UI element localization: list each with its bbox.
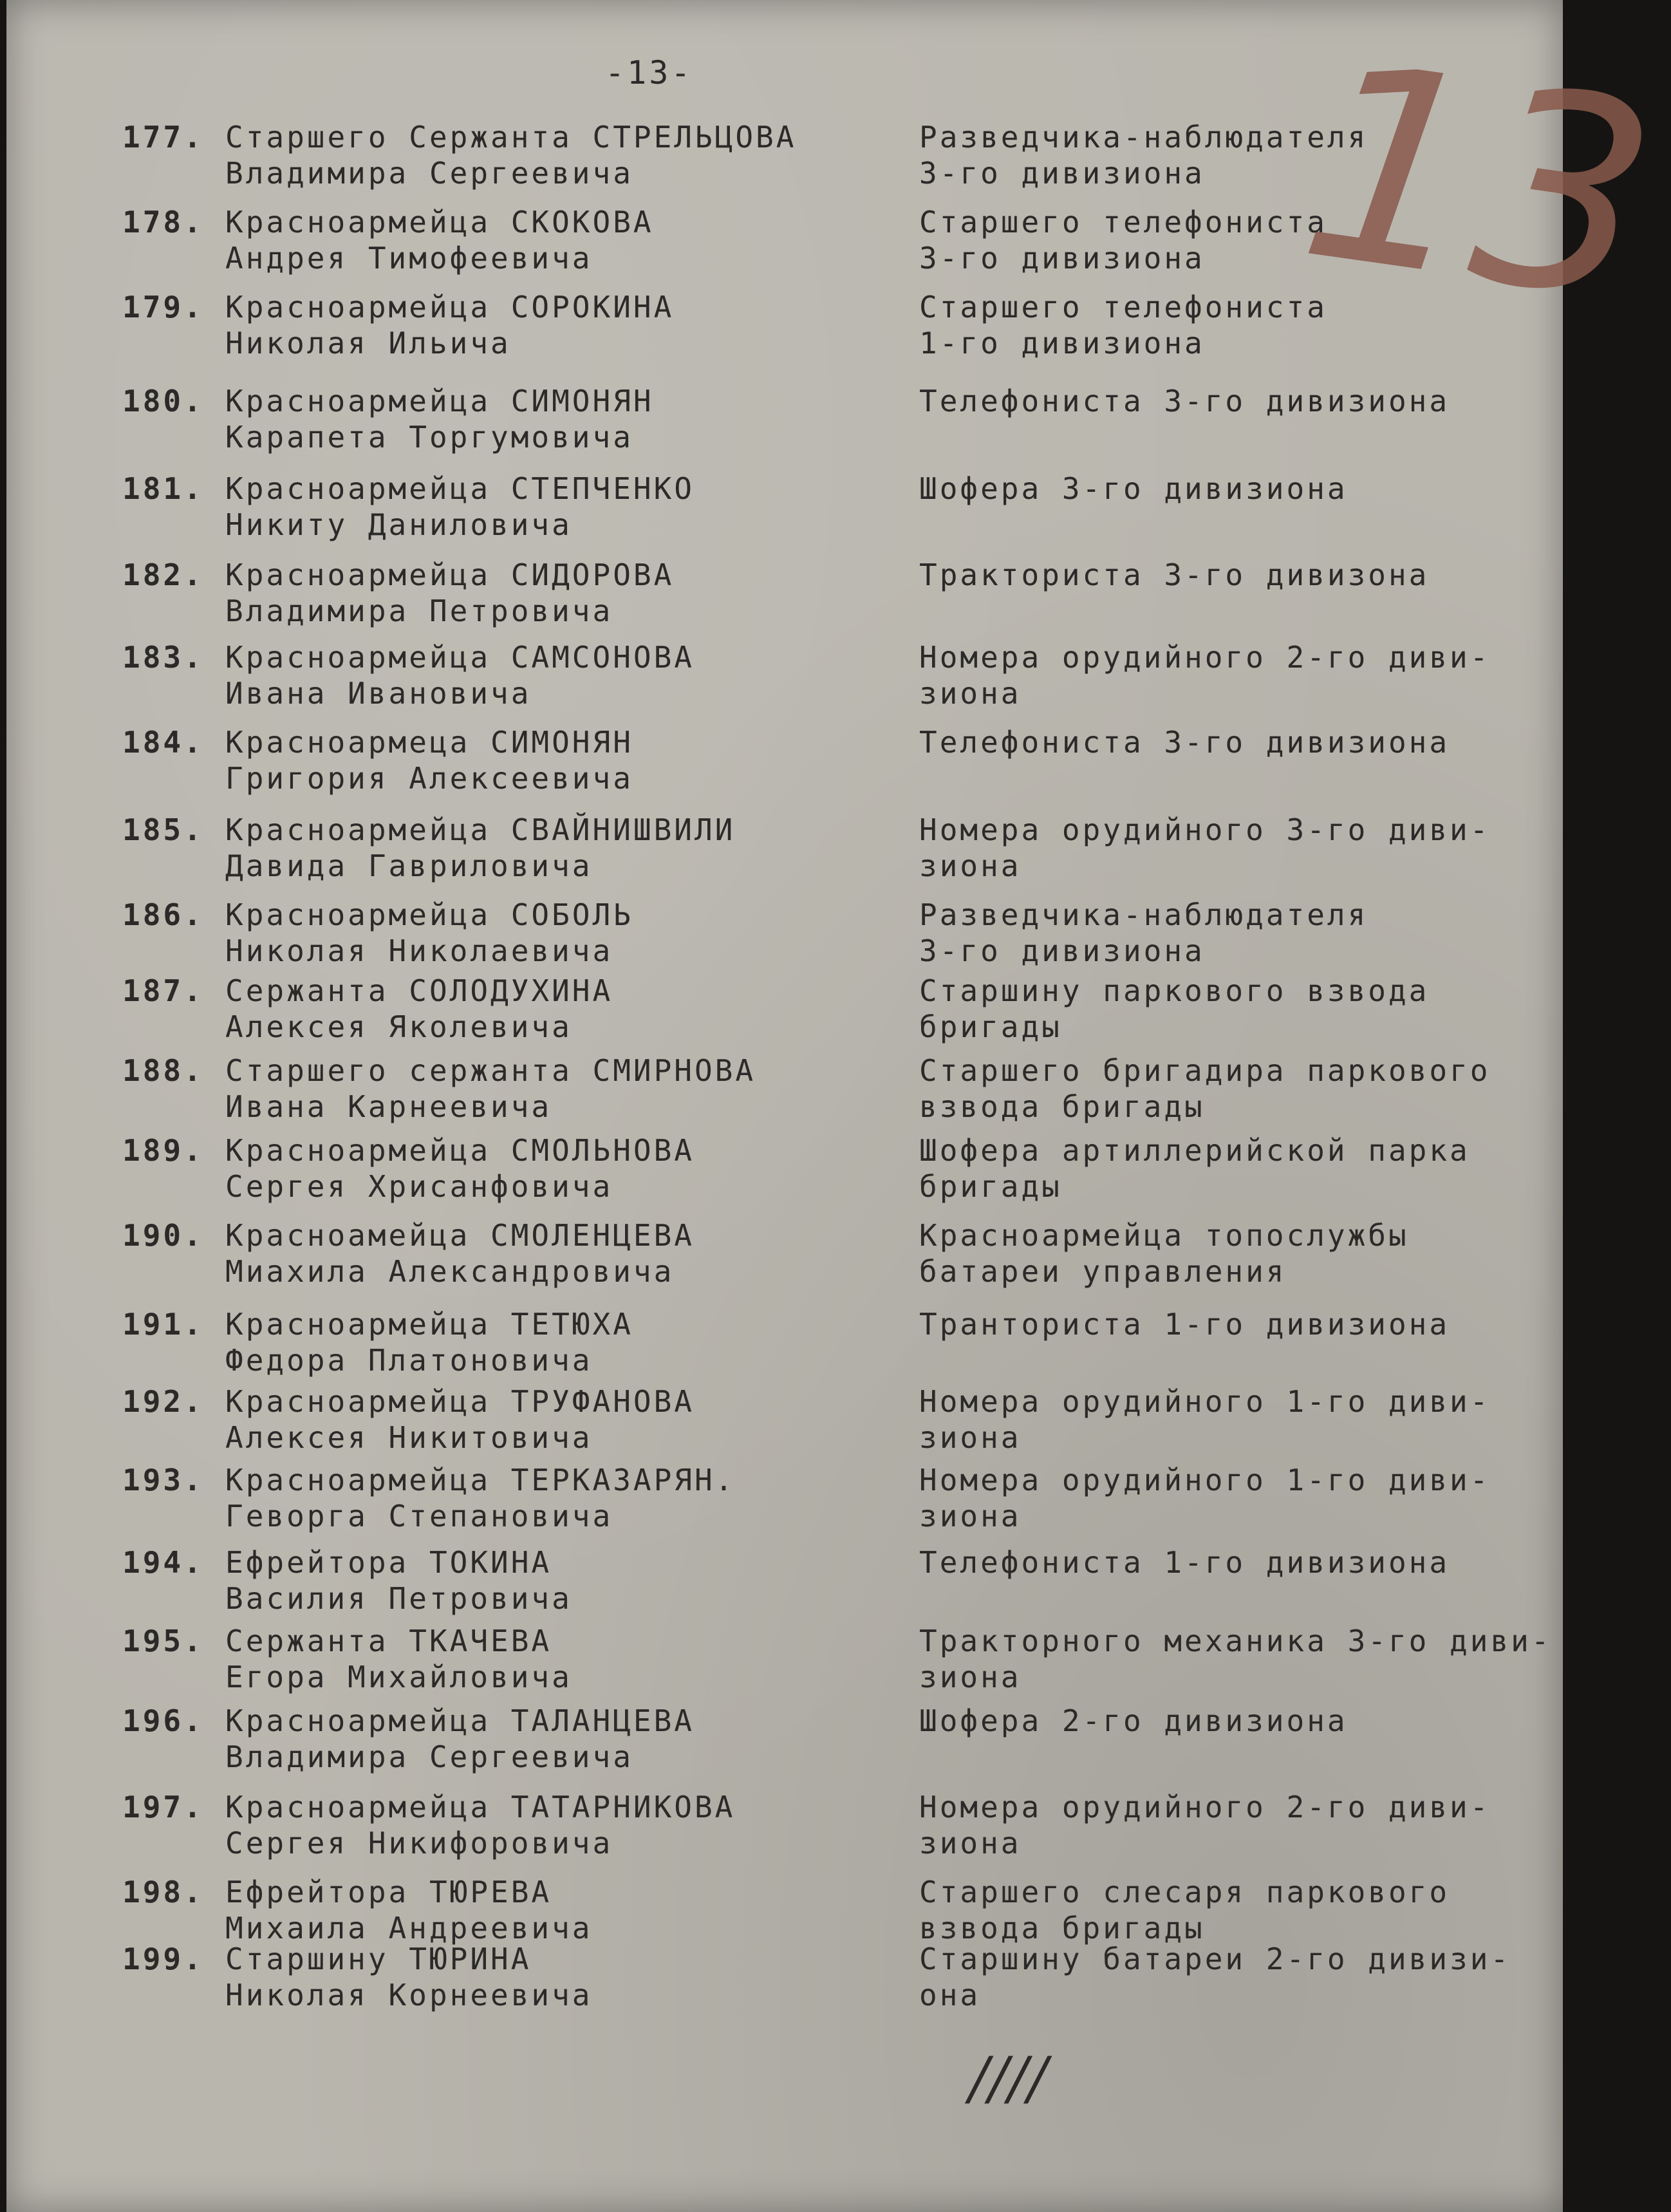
entry-name-line1: Красноамейца СМОЛЕНЦЕВА <box>225 1218 695 1253</box>
entry-position-line1: Тракторного механика 3-го диви- <box>919 1624 1552 1658</box>
entry-position-line2: зиона <box>919 848 1022 883</box>
entry-number: 183. <box>122 640 204 675</box>
entry-name-line2: Карапета Торгумовича <box>225 420 633 455</box>
entry-position-line2: зиона <box>919 1826 1022 1861</box>
entry-number: 181. <box>122 471 204 506</box>
entry-name-line1: Красноармейца СИМОНЯН <box>225 384 654 418</box>
entry-position-line2: зиона <box>919 1499 1022 1533</box>
document-page <box>6 0 1671 2212</box>
entry-position-line1: Старшину батареи 2-го дивизи- <box>919 1942 1511 1976</box>
entry-name-line1: Ефрейтора ТОКИНА <box>225 1545 552 1580</box>
entry-name-line2: Владимира Петровича <box>225 594 613 628</box>
entry-name-line1: Красноармейца СКОКОВА <box>225 205 654 239</box>
entry-position-line1: Транториста 1-го дивизиона <box>919 1307 1450 1342</box>
entry-number: 197. <box>122 1790 204 1824</box>
entry-position-line1: Номера орудийного 2-го диви- <box>919 1790 1491 1824</box>
entry-number: 178. <box>122 205 204 239</box>
entry-name-line2: Ивана Ивановича <box>225 676 532 711</box>
entry-name-line1: Красноармейца СВАЙНИШВИЛИ <box>225 812 736 847</box>
entry-name-line1: Красноармейца СОБОЛЬ <box>225 897 633 932</box>
entry-name-line1: Красноармейца ТЕТЮХА <box>225 1307 633 1342</box>
entry-name-line1: Красноармейца ТАЛАНЦЕВА <box>225 1703 695 1738</box>
entry-name-line1: Старшего сержанта СМИРНОВА <box>225 1053 756 1088</box>
entry-number: 180. <box>122 384 204 418</box>
entry-position-line1: Старшего слесаря паркового <box>919 1875 1450 1909</box>
entry-name-line1: Красноармейца ТРУФАНОВА <box>225 1384 695 1419</box>
entry-name-line2: Сергея Хрисанфовича <box>225 1169 613 1204</box>
entry-position-line1: Номера орудийного 3-го диви- <box>919 812 1491 847</box>
entry-name-line2: Михаила Андреевича <box>225 1911 593 1945</box>
entry-name-line1: Сержанта ТКАЧЕВА <box>225 1624 552 1658</box>
entry-number: 177. <box>122 120 204 155</box>
entry-position-line2: взвода бригады <box>919 1089 1205 1124</box>
entry-name-line2: Давида Гавриловича <box>225 848 593 883</box>
entry-position-line1: Разведчика-наблюдателя <box>919 120 1368 155</box>
entry-position-line1: Шофера 3-го дивизиона <box>919 471 1348 506</box>
entry-position-line1: Телефониста 3-го дивизиона <box>919 384 1450 418</box>
entry-position-line2: 3-го дивизиона <box>919 933 1205 968</box>
page-number: -13- <box>605 54 693 91</box>
entry-position-line2: взвода бригады <box>919 1911 1205 1945</box>
entry-position-line2: зиона <box>919 676 1022 711</box>
entry-name-line1: Красноармейца СОРОКИНА <box>225 290 675 324</box>
entry-number: 187. <box>122 973 204 1008</box>
entry-name-line2: Алексея Никитовича <box>225 1420 593 1455</box>
entry-name-line1: Красноармеца СИМОНЯН <box>225 725 633 760</box>
entry-position-line2: батареи управления <box>919 1254 1287 1289</box>
entry-number: 195. <box>122 1624 204 1658</box>
entry-name-line2: Егора Михайловича <box>225 1660 572 1694</box>
entry-position-line1: Телефониста 3-го дивизиона <box>919 725 1450 760</box>
entry-position-line2: бригады <box>919 1009 1062 1044</box>
entry-number: 190. <box>122 1218 204 1253</box>
entry-position-line1: Тракториста 3-го дивизона <box>919 558 1430 592</box>
entry-position-line1: Номера орудийного 1-го диви- <box>919 1463 1491 1497</box>
entry-position-line1: Старшину паркового взвода <box>919 973 1430 1008</box>
entry-position-line1: Красноармейца топослужбы <box>919 1218 1409 1253</box>
handwritten-annotation: 13 <box>1286 3 1671 363</box>
entry-position-line2: 3-го дивизиона <box>919 156 1205 191</box>
entry-position-line1: Старшего телефониста <box>919 205 1327 239</box>
entry-position-line1: Шофера артиллерийской парка <box>919 1133 1470 1168</box>
entry-name-line1: Красноармейца ТАТАРНИКОВА <box>225 1790 736 1824</box>
entry-position-line1: Старшего телефониста <box>919 290 1327 324</box>
entry-position-line1: Старшего бригадира паркового <box>919 1053 1491 1088</box>
entry-number: 194. <box>122 1545 204 1580</box>
entry-position-line1: Разведчика-наблюдателя <box>919 897 1368 932</box>
entry-name-line2: Андрея Тимофеевича <box>225 241 593 276</box>
entry-position-line1: Шофера 2-го дивизиона <box>919 1703 1348 1738</box>
entry-position-line2: зиона <box>919 1660 1022 1694</box>
entry-name-line1: Старшего Сержанта СТРЕЛЬЦОВА <box>225 120 797 155</box>
entry-name-line1: Ефрейтора ТЮРЕВА <box>225 1875 552 1909</box>
entry-number: 184. <box>122 725 204 760</box>
entry-name-line1: Сержанта СОЛОДУХИНА <box>225 973 613 1008</box>
entry-name-line2: Миахила Александровича <box>225 1254 675 1289</box>
entry-name-line1: Красноармейца СИДОРОВА <box>225 558 675 592</box>
entry-position-line1: Телефониста 1-го дивизиона <box>919 1545 1450 1580</box>
entry-name-line2: Федора Платоновича <box>225 1343 593 1378</box>
entry-name-line2: Ивана Карнеевича <box>225 1089 552 1124</box>
entry-number: 186. <box>122 897 204 932</box>
entry-position-line2: она <box>919 1978 981 2012</box>
entry-name-line1: Красноармейца СТЕПЧЕНКО <box>225 471 695 506</box>
entry-position-line2: зиона <box>919 1420 1022 1455</box>
entry-name-line2: Владимира Сергеевича <box>225 1739 633 1774</box>
entry-number: 192. <box>122 1384 204 1419</box>
entry-number: 189. <box>122 1133 204 1168</box>
entry-position-line1: Номера орудийного 2-го диви- <box>919 640 1491 675</box>
entry-name-line2: Григория Алексеевича <box>225 761 633 796</box>
entry-name-line1: Красноармейца САМСОНОВА <box>225 640 695 675</box>
entry-name-line2: Сергея Никифоровича <box>225 1826 613 1861</box>
entry-name-line2: Геворга Степановича <box>225 1499 613 1533</box>
entry-name-line2: Николая Корнеевича <box>225 1978 593 2012</box>
entry-position-line2: бригады <box>919 1169 1062 1204</box>
entry-number: 196. <box>122 1703 204 1738</box>
entry-position-line2: 1-го дивизиона <box>919 326 1205 361</box>
entry-name-line2: Николая Ильича <box>225 326 511 361</box>
entry-position-line2: 3-го дивизиона <box>919 241 1205 276</box>
entry-name-line2: Владимира Сергеевича <box>225 156 633 191</box>
entry-number: 191. <box>122 1307 204 1342</box>
entry-name-line1: Старшину ТЮРИНА <box>225 1942 532 1976</box>
entry-name-line2: Василия Петровича <box>225 1581 572 1616</box>
entry-number: 199. <box>122 1942 204 1976</box>
entry-name-line1: Красноармейца СМОЛЬНОВА <box>225 1133 695 1168</box>
entry-number: 188. <box>122 1053 204 1088</box>
entry-name-line2: Николая Николаевича <box>225 933 613 968</box>
entry-name-line1: Красноармейца ТЕРКАЗАРЯН. <box>225 1463 736 1497</box>
entry-number: 193. <box>122 1463 204 1497</box>
entry-number: 182. <box>122 558 204 592</box>
entry-name-line2: Никиту Даниловича <box>225 507 572 542</box>
entry-position-line1: Номера орудийного 1-го диви- <box>919 1384 1491 1419</box>
entry-name-line2: Алексея Яколевича <box>225 1009 572 1044</box>
entry-number: 185. <box>122 812 204 847</box>
bottom-mark: //// <box>969 2045 1048 2112</box>
entry-number: 179. <box>122 290 204 324</box>
entry-number: 198. <box>122 1875 204 1909</box>
